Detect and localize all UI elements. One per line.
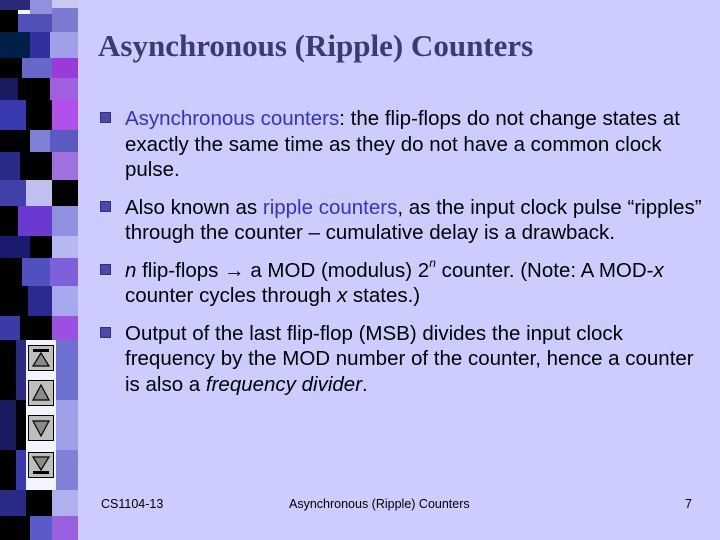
stripe-block — [0, 340, 16, 400]
slide-title: Asynchronous (Ripple) Counters — [98, 28, 534, 63]
stripe-block — [0, 400, 16, 450]
first-slide-button[interactable] — [28, 345, 54, 371]
stripe-block — [50, 130, 78, 152]
stripe-block — [52, 490, 78, 516]
stripe-block — [30, 130, 50, 152]
stripe-block — [52, 516, 78, 540]
stripe-block — [56, 340, 78, 400]
stripe-block — [18, 206, 52, 236]
stripe-block — [0, 516, 30, 540]
stripe-block — [26, 490, 52, 516]
footer-course-code: CS1104-13 — [101, 497, 164, 511]
stripe-block — [0, 58, 22, 78]
next-slide-icon — [29, 416, 53, 440]
previous-slide-icon — [29, 381, 53, 405]
stripe-block — [50, 32, 78, 58]
stripe-block — [28, 286, 52, 316]
stripe-block — [0, 236, 30, 258]
next-slide-button[interactable] — [28, 415, 54, 441]
stripe-block — [0, 130, 30, 152]
stripe-block — [52, 286, 78, 316]
stripe-block — [56, 400, 78, 450]
bullet-text: , as the input clock pulse “ripples” through the counter – cumulative delay is a drawback. — [125, 195, 702, 244]
stripe-block — [52, 58, 78, 78]
stripe-block — [52, 0, 78, 8]
bullet-list — [98, 106, 710, 409]
bullet-item — [98, 321, 710, 398]
stripe-block — [30, 516, 52, 540]
term-highlight: Asynchronous counters — [125, 107, 340, 130]
variable-n: n — [125, 258, 137, 282]
arrow-symbol: → — [224, 258, 245, 282]
stripe-block — [22, 258, 50, 286]
footer-title: Asynchronous (Ripple) Counters — [289, 497, 470, 511]
stripe-block — [20, 152, 52, 180]
stripe-block — [50, 78, 78, 100]
exponent: n — [429, 255, 436, 270]
bullet-text: . — [362, 372, 368, 396]
stripe-block — [26, 100, 52, 130]
stripe-block — [0, 78, 18, 100]
stripe-block — [26, 180, 52, 206]
stripe-block — [16, 400, 26, 450]
stripe-block — [52, 236, 78, 258]
stripe-block — [22, 58, 52, 78]
stripe-block — [0, 286, 28, 316]
bullet-square-icon — [100, 264, 111, 275]
bullet-text: states.) — [347, 284, 421, 307]
bullet-text: Also known as — [125, 195, 263, 219]
stripe-block — [0, 316, 20, 340]
stripe-block — [18, 78, 50, 100]
variable-x: x — [336, 284, 348, 307]
last-slide-icon — [29, 453, 53, 477]
stripe-block — [0, 450, 16, 490]
stripe-block — [16, 450, 26, 490]
stripe-block — [0, 206, 18, 236]
bullet-text: counter. (Note: A MOD- — [435, 258, 654, 282]
previous-slide-button[interactable] — [28, 380, 54, 406]
stripe-block — [52, 206, 78, 236]
stripe-block — [52, 180, 78, 206]
stripe-block — [52, 316, 78, 340]
stripe-block — [0, 0, 30, 10]
bullet-square-icon — [100, 201, 111, 212]
page-number: 7 — [685, 497, 692, 511]
stripe-block — [0, 180, 26, 206]
bullet-text: Output of the last flip-flop (MSB) divides the input clock frequency by the MOD number of the counter, hence a counter is also a — [125, 321, 694, 396]
stripe-block — [16, 340, 26, 400]
term-italic: frequency divider — [205, 372, 363, 396]
bullet-text: counter cycles through — [125, 284, 337, 307]
bullet-item — [98, 106, 710, 183]
bullet-text: flip-flops — [136, 258, 225, 282]
stripe-block — [20, 316, 52, 340]
bullet-text: a MOD (modulus) 2 — [244, 258, 430, 282]
stripe-block — [52, 100, 78, 130]
stripe-block — [50, 258, 78, 286]
stripe-block — [0, 100, 26, 130]
bullet-square-icon — [100, 327, 111, 338]
stripe-block — [0, 490, 26, 516]
stripe-block — [0, 258, 22, 286]
stripe-block — [0, 10, 18, 32]
stripe-block — [30, 32, 50, 58]
stripe-block — [0, 32, 30, 58]
last-slide-button[interactable] — [28, 452, 54, 478]
stripe-block — [56, 450, 78, 490]
bullet-item — [98, 195, 710, 246]
bullet-item — [98, 255, 710, 309]
term-highlight: ripple counters — [262, 195, 398, 219]
stripe-block — [0, 152, 20, 180]
stripe-block — [30, 236, 52, 258]
stripe-block — [52, 8, 78, 32]
stripe-block — [30, 0, 52, 14]
bullet-square-icon — [100, 112, 111, 123]
first-slide-icon — [29, 346, 53, 370]
stripe-block — [52, 152, 78, 180]
variable-x: x — [653, 258, 664, 282]
bullet-text: : the flip-flops do not change states at exactly the same time as they do not have a common clock pulse. — [125, 107, 680, 181]
stripe-block — [18, 14, 52, 32]
